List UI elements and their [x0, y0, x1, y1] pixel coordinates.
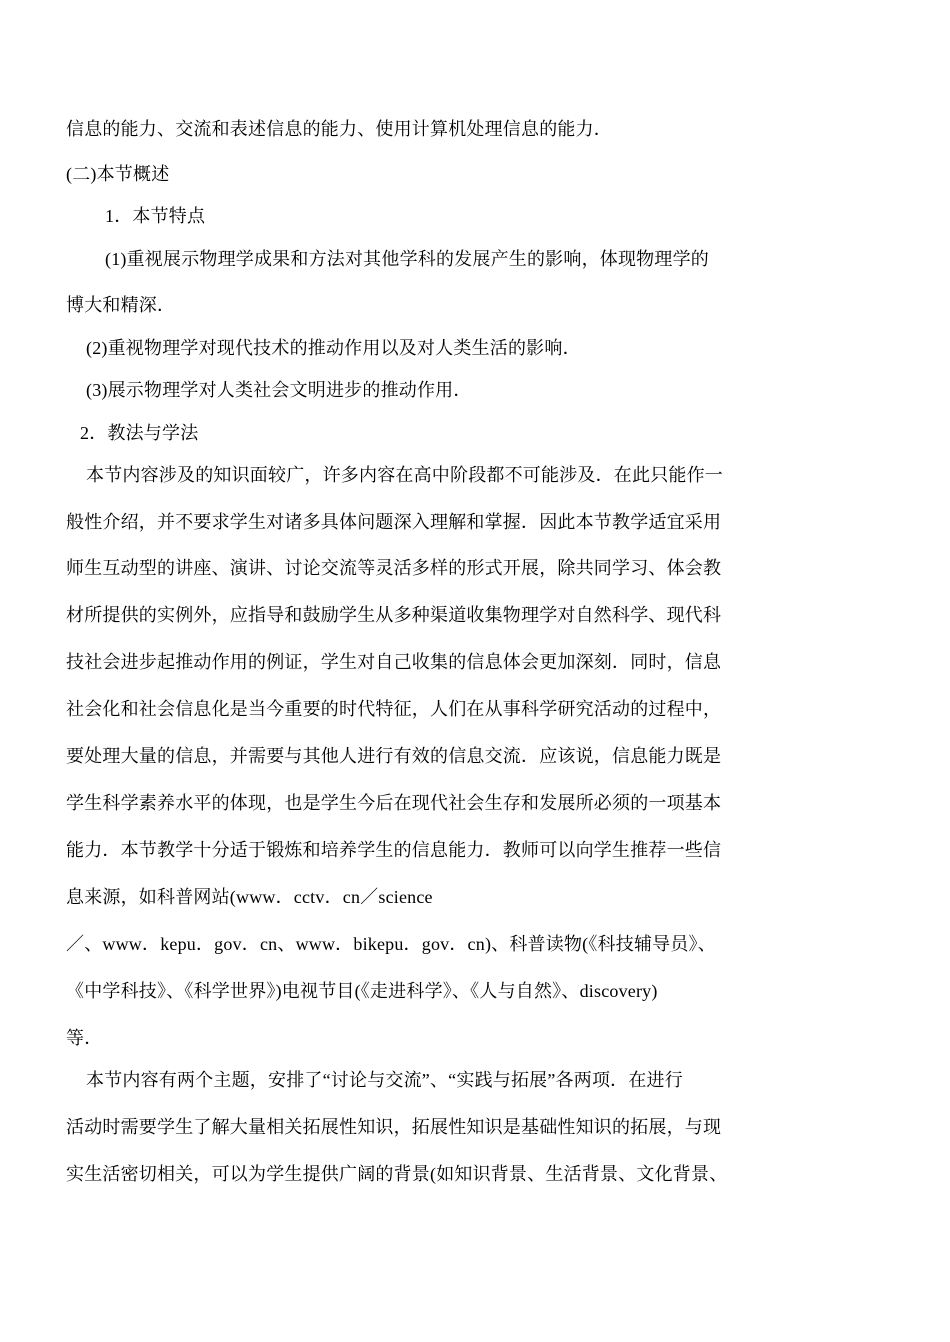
- paragraph-line: 等．: [66, 1028, 103, 1048]
- paragraph-line: 要处理大量的信息，并需要与其他人进行有效的信息交流．应该说，信息能力既是: [66, 746, 722, 766]
- paragraph-line: 《中学科技》、《科学世界》)电视节目(《走进科学》、《人与自然》、discovery): [66, 981, 658, 1001]
- paragraph-line: 实生活密切相关，可以为学生提供广阔的背景(如知识背景、生活背景、文化背景、: [66, 1164, 728, 1184]
- feature-item-1-line-1: (1)重视展示物理学成果和方法对其他学科的发展产生的影响，体现物理学的: [105, 249, 709, 269]
- subheading-features: 1．本节特点: [105, 206, 206, 226]
- paragraph-line: 般性介绍，并不要求学生对诸多具体问题深入理解和掌握．因此本节教学适宜采用: [66, 512, 722, 532]
- paragraph-line: 本节内容有两个主题，安排了“讨论与交流”、“实践与拓展”各两项．在进行: [86, 1070, 683, 1090]
- paragraph-line: 活动时需要学生了解大量相关拓展性知识，拓展性知识是基础性知识的拓展，与现: [66, 1117, 722, 1137]
- text-line-continuation: 信息的能力、交流和表述信息的能力、使用计算机处理信息的能力．: [66, 119, 612, 139]
- paragraph-line: 师生互动型的讲座、演讲、讨论交流等灵活多样的形式开展，除共同学习、体会教: [66, 558, 722, 578]
- section-heading-overview: (二)本节概述: [66, 164, 170, 184]
- feature-item-3: (3)展示物理学对人类社会文明进步的推动作用．: [86, 380, 472, 400]
- paragraph-line: ／、www．kepu．gov．cn、www．bikepu．gov．cn)、科普读物(《科技辅导员》、: [66, 934, 716, 954]
- paragraph-line: 息来源，如科普网站(www．cctv．cn／science: [66, 887, 433, 907]
- paragraph-line: 能力．本节教学十分适于锻炼和培养学生的信息能力．教师可以向学生推荐一些信: [66, 840, 722, 860]
- feature-item-2: (2)重视物理学对现代技术的推动作用以及对人类生活的影响．: [86, 338, 581, 358]
- subheading-methods: 2．教法与学法: [80, 423, 199, 443]
- paragraph-line: 技社会进步起推动作用的例证，学生对自己收集的信息体会更加深刻．同时，信息: [66, 652, 722, 672]
- paragraph-line: 本节内容涉及的知识面较广，许多内容在高中阶段都不可能涉及．在此只能作一: [86, 465, 723, 485]
- feature-item-1-line-2: 博大和精深．: [66, 295, 176, 315]
- paragraph-line: 材所提供的实例外，应指导和鼓励学生从多种渠道收集物理学对自然科学、现代科: [66, 605, 722, 625]
- paragraph-line: 学生科学素养水平的体现，也是学生今后在现代社会生存和发展所必须的一项基本: [66, 793, 722, 813]
- paragraph-line: 社会化和社会信息化是当今重要的时代特征，人们在从事科学研究活动的过程中，: [66, 699, 722, 719]
